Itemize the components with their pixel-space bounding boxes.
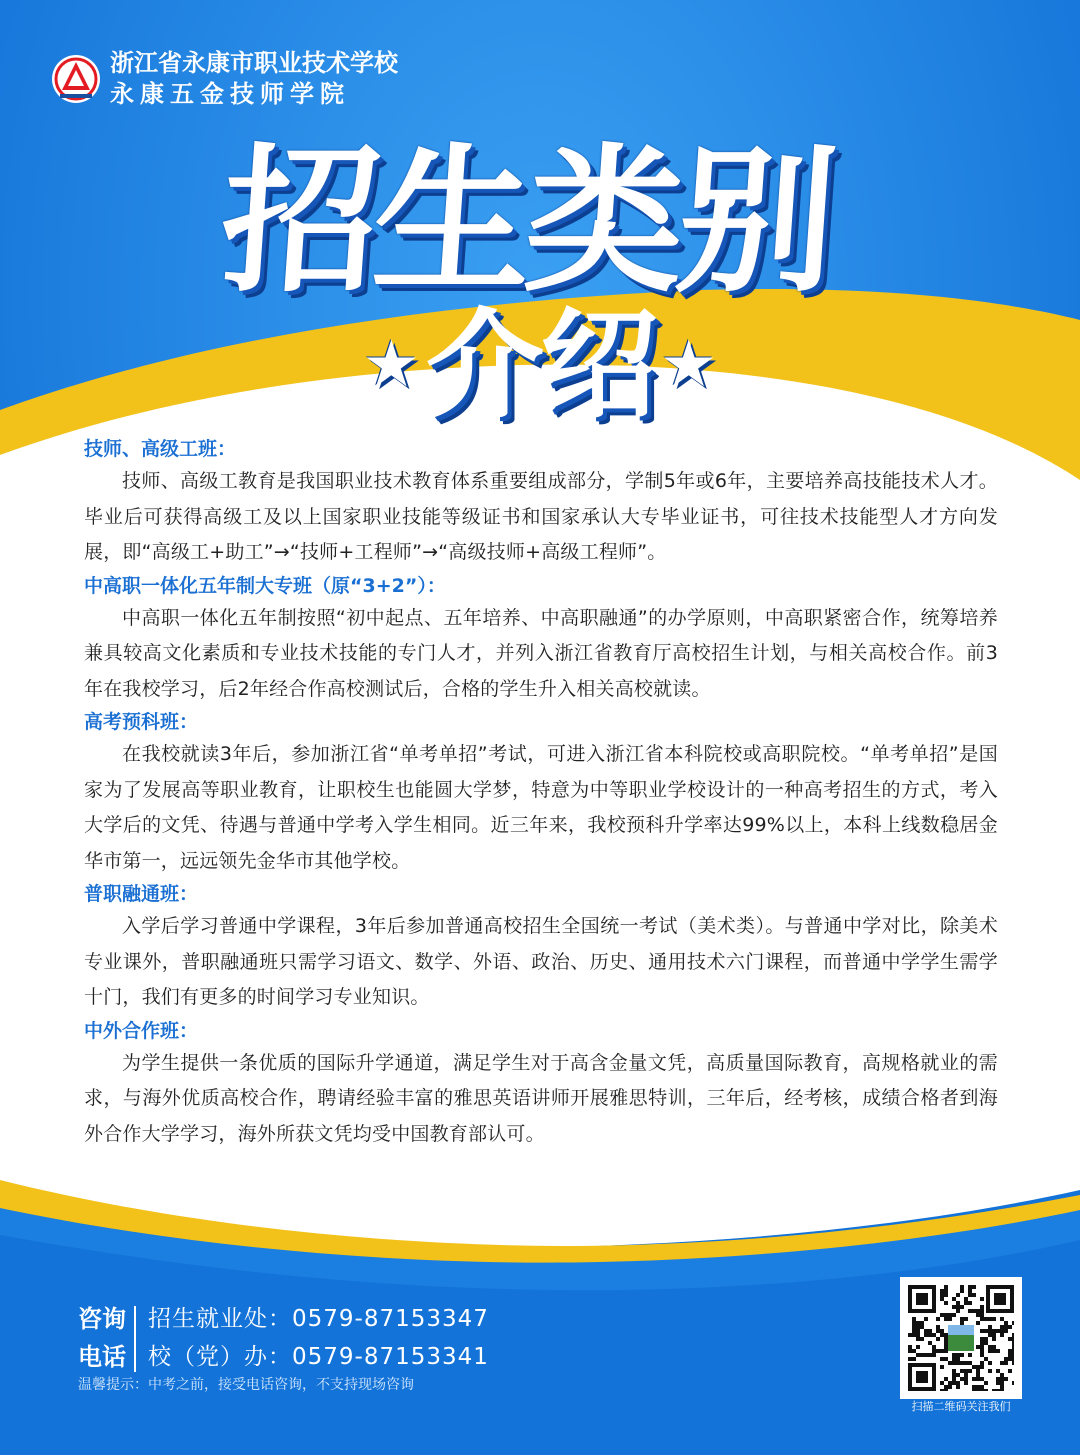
school-emblem-icon	[50, 50, 102, 108]
qr-code-icon[interactable]	[908, 1285, 1014, 1391]
poster-subtitle	[330, 296, 750, 434]
contact-divider	[134, 1306, 136, 1372]
section-body-general-vocational: 入学后学习普通中学课程，3年后参加普通高校招生全国统一考试（美术类）。与普通中学对比，除美术专业课外，普职融通班只需学习语文、数学、外语、政治、历史、通用技术六门课程，而普通中学学生需学十门，我们有更多的时间学习专业知识。	[84, 915, 998, 1008]
school-header	[50, 48, 398, 110]
star-left-icon: ★	[362, 328, 420, 402]
program-list	[84, 434, 998, 1152]
section-heading-general-vocational: 普职融通班：	[84, 883, 199, 905]
qr-caption: 扫描二维码关注我们	[911, 1400, 1011, 1413]
subtitle-text: 介绍	[425, 296, 654, 434]
phone-admissions[interactable]: 招生就业处：0579-87153347	[148, 1306, 489, 1332]
school-name-secondary: 永康五金技师学院	[110, 79, 350, 108]
phone-office[interactable]: 校（党）办：0579-87153341	[148, 1344, 489, 1370]
contact-label	[78, 1300, 126, 1376]
qr-code-box[interactable]	[900, 1277, 1022, 1399]
section-body-five-year: 中高职一体化五年制按照“初中起点、五年培养、中高职融通”的办学原则，中高职紧密合作，统筹培养兼具较高文化素质和专业技术技能的专门人才，并列入浙江省教育厅高校招生计划，与相关高校合作。前3年在我校学习，后2年经合作高校测试后，合格的学生升入相关高校就读。	[84, 606, 998, 700]
section-body-technician: 技师、高级工教育是我国职业技术教育体系重要组成部分，学制5年或6年，主要培养高技能技术人才。毕业后可获得高级工及以上国家职业技能等级证书和国家承认大专毕业证书，可往技术技能型人才方向发展，即“高级工+助工”→“技师+工程师”→“高级技师+高级工程师”。	[84, 470, 998, 563]
warm-tip: 温馨提示：中考之前，接受电话咨询，不支持现场咨询	[78, 1377, 414, 1393]
section-heading-prep: 高考预科班：	[84, 711, 199, 733]
contact-phones	[148, 1300, 489, 1376]
section-heading-technician: 技师、高级工班：	[84, 438, 237, 460]
school-name-primary: 浙江省永康市职业技术学校	[110, 48, 398, 77]
section-heading-five-year: 中高职一体化五年制大专班（原“3+2”）：	[84, 574, 446, 597]
section-body-prep: 在我校就读3年后，参加浙江省“单考单招”考试，可进入浙江省本科院校或高职院校。“单考单招”是国家为了发展高等职业教育，让职校生也能圆大学梦，特意为中等职业学校设计的一种高考招生的方式，考入大学后的文凭、待遇与普通中学考入学生相同。近三年来，我校预科升学率达99%以上，本科上线数稳居金华市第一，远远领先金华市其他学校。	[84, 743, 998, 872]
poster-title: 招生类别	[215, 130, 837, 314]
contact-label-line2: 电话	[78, 1343, 126, 1371]
section-heading-international: 中外合作班：	[84, 1019, 199, 1042]
star-right-icon: ★	[660, 328, 718, 402]
section-body-international: 为学生提供一条优质的国际升学通道，满足学生对于高含金量文凭，高质量国际教育，高规格就业的需求，与海外优质高校合作，聘请经验丰富的雅思英语讲师开展雅思特训，三年后，经考核，成绩合格者到海外合作大学学习，海外所获文凭均受中国教育部认可。	[84, 1051, 998, 1145]
contact-label-line1: 咨询	[78, 1305, 126, 1333]
